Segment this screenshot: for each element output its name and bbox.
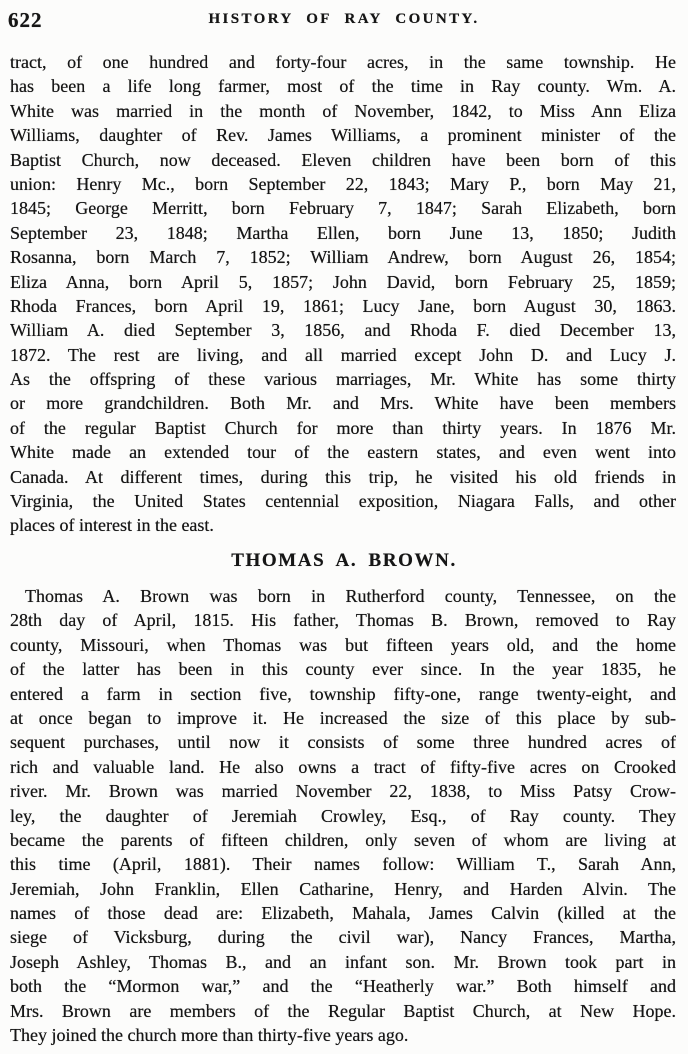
text-line: became the parents of fifteen children, only seven of whom are living at <box>10 829 676 850</box>
text-line: this time (April, 1881). Their names follow: William T., Sarah Ann, <box>10 854 676 875</box>
text-line: Mrs. Brown are members of the Regular Baptist Church, at New Hope. <box>10 1000 676 1021</box>
text-line: As the offspring of these various marriages, Mr. White has some thirty <box>10 369 676 390</box>
text-line: 1872. The rest are living, and all married except John D. and Lucy J. <box>10 344 676 365</box>
text-line: siege of Vicksburg, during the civil war), Nancy Frances, Martha, <box>10 927 676 948</box>
brown-paragraph <box>10 584 676 1047</box>
text-line: Baptist Church, now deceased. Eleven children have been born of this <box>10 149 676 170</box>
white-biography-paragraph <box>10 50 676 538</box>
text-line: entered a farm in section five, township fifty-one, range twenty-eight, and <box>10 683 676 704</box>
text-line: Williams, daughter of Rev. James Williams, a prominent minister of the <box>10 125 676 146</box>
text-line: Jeremiah, John Franklin, Ellen Catharine, Henry, and Harden Alvin. The <box>10 878 676 899</box>
text-line: rich and valuable land. He also owns a tract of fifty-five acres on Crooked <box>10 756 676 777</box>
text-line: tract, of one hundred and forty-four acres, in the same township. He <box>10 52 676 72</box>
text-line: of the regular Baptist Church for more than thirty years. In 1876 Mr. <box>10 417 676 438</box>
text-line: White was married in the month of November, 1842, to Miss Ann Eliza <box>10 100 676 121</box>
brown-section-heading: THOMAS A. BROWN. <box>231 550 457 571</box>
text-line: Rhoda Frances, born April 19, 1861; Lucy Jane, born August 30, 1863. <box>10 295 676 316</box>
running-title: HISTORY OF RAY COUNTY. <box>208 11 480 27</box>
text-line: river. Mr. Brown was married November 22, 1838, to Miss Patsy Crow- <box>10 781 676 802</box>
text-line: William A. died September 3, 1856, and Rhoda F. died December 13, <box>10 320 676 341</box>
text-line: Thomas A. Brown was born in Rutherford county, Tennessee, on the <box>25 586 676 606</box>
text-line: Eliza Anna, born April 5, 1857; John David, born February 25, 1859; <box>10 271 676 292</box>
text-line: 28th day of April, 1815. His father, Thomas B. Brown, removed to Ray <box>10 610 676 631</box>
text-line: county, Missouri, when Thomas was but fifteen years old, and the home <box>10 634 676 655</box>
text-line: White made an extended tour of the eastern states, and even went into <box>10 442 676 463</box>
text-line: They joined the church more than thirty-five years ago. <box>10 1025 409 1046</box>
text-line: has been a life long farmer, most of the time in Ray county. Wm. A. <box>10 76 676 97</box>
text-line: places of interest in the east. <box>10 515 214 536</box>
text-line: both the “Mormon war,” and the “Heatherly war.” Both himself and <box>10 976 676 997</box>
text-line: 1845; George Merritt, born February 7, 1847; Sarah Elizabeth, born <box>10 198 676 219</box>
text-line: Joseph Ashley, Thomas B., and an infant son. Mr. Brown took part in <box>10 951 676 972</box>
running-header <box>0 7 688 31</box>
page-number: 622 <box>8 8 43 32</box>
text-line: sequent purchases, until now it consists of some three hundred acres of <box>10 732 676 753</box>
text-line: at once began to improve it. He increased the size of this place by sub- <box>10 707 676 728</box>
text-line: of the latter has been in this county ever since. In the year 1835, he <box>10 659 676 680</box>
text-line: September 23, 1848; Martha Ellen, born June 13, 1850; Judith <box>10 222 676 243</box>
text-line: Canada. At different times, during this trip, he visited his old friends in <box>10 466 676 487</box>
text-line: or more grandchildren. Both Mr. and Mrs. White have been members <box>10 393 676 414</box>
text-line: names of those dead are: Elizabeth, Mahala, James Calvin (killed at the <box>10 903 676 924</box>
text-line: Rosanna, born March 7, 1852; William Andrew, born August 26, 1854; <box>10 247 676 268</box>
text-line: Virginia, the United States centennial exposition, Niagara Falls, and other <box>10 491 676 512</box>
text-line: union: Henry Mc., born September 22, 1843; Mary P., born May 21, <box>10 173 676 194</box>
text-line: ley, the daughter of Jeremiah Crowley, Esq., of Ray county. They <box>10 805 676 826</box>
